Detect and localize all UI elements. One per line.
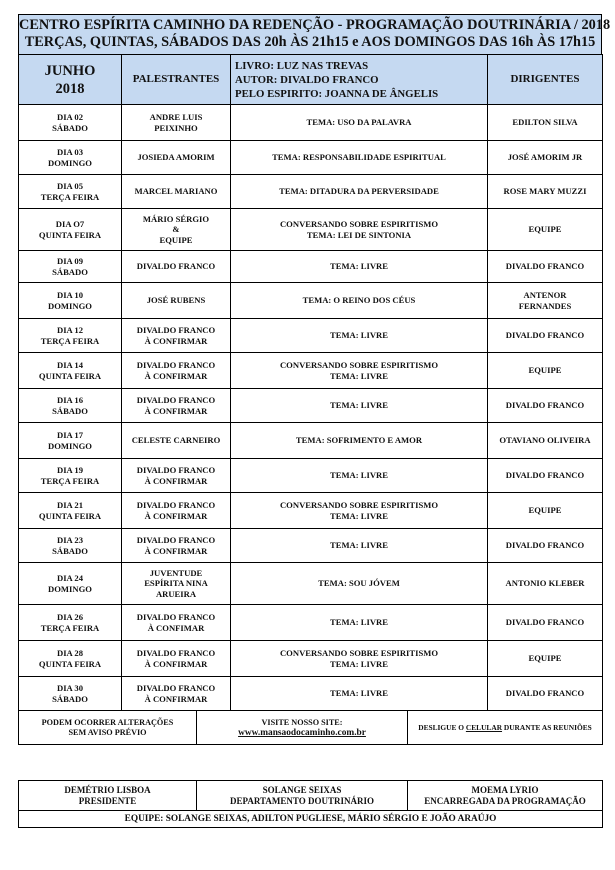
row-theme: TEMA: LIVRE [231,251,488,283]
row-speaker: DIVALDO FRANCO À CONFIRMAR [122,529,231,563]
row-speaker: DIVALDO FRANCO À CONFIRMAR [122,459,231,493]
row-date: DIA 30 SÁBADO [19,677,122,711]
row-date: DIA 14 QUINTA FEIRA [19,353,122,389]
schedule-page [18,14,611,824]
row-theme: TEMA: SOU JÓVEM [231,563,488,605]
row-theme: TEMA: USO DA PALAVRA [231,105,488,141]
team-row [19,811,603,828]
table-row [19,529,603,563]
row-speaker: DIVALDO FRANCO À CONFIRMAR [122,493,231,529]
table-row [19,319,603,353]
visit-label: VISITE NOSSO SITE: [261,717,343,727]
table-row [19,493,603,529]
signature-role: ENCARREGADA DA PROGRAMAÇÃO [424,795,586,806]
row-leader: DIVALDO FRANCO [488,389,603,423]
table-row [19,353,603,389]
schedule-rows [19,105,603,711]
row-theme: TEMA: O REINO DOS CÉUS [231,283,488,319]
row-theme: CONVERSANDO SOBRE ESPIRITISMO TEMA: LIVRE [231,353,488,389]
row-leader: EQUIPE [488,641,603,677]
row-speaker: DIVALDO FRANCO À CONFIRMAR [122,641,231,677]
row-theme: TEMA: LIVRE [231,319,488,353]
row-speaker: DIVALDO FRANCO À CONFIMAR [122,605,231,641]
phone-notice-post: DURANTE AS REUNIÕES [502,722,592,732]
signature-table [18,780,603,828]
signature-name: MOEMA LYRIO [471,784,539,795]
footer-row [19,711,603,745]
row-date: DIA 19 TERÇA FEIRA [19,459,122,493]
table-row [19,641,603,677]
table-row [19,283,603,319]
row-speaker: DIVALDO FRANCO À CONFIRMAR [122,319,231,353]
row-date: DIA 21 QUINTA FEIRA [19,493,122,529]
signature-name: SOLANGE SEIXAS [262,784,342,795]
signature-programming [408,781,603,811]
row-leader: JOSÉ AMORIM JR [488,141,603,175]
phone-notice [408,711,603,745]
site-link[interactable]: www.mansaodocaminho.com.br [238,727,366,738]
table-header-row [19,55,603,105]
row-theme: TEMA: DITADURA DA PERVERSIDADE [231,175,488,209]
signature-row [19,781,603,811]
row-date: DIA 16 SÁBADO [19,389,122,423]
row-date: DIA 26 TERÇA FEIRA [19,605,122,641]
table-row [19,423,603,459]
phone-notice-pre: DESLIGUE O [418,722,466,732]
row-leader: DIVALDO FRANCO [488,251,603,283]
signature-name: DEMÉTRIO LISBOA [64,784,151,795]
row-leader: ANTENOR FERNANDES [488,283,603,319]
row-leader: DIVALDO FRANCO [488,605,603,641]
book-author: AUTOR: DIVALDO FRANCO [235,73,379,86]
table-row [19,459,603,493]
speakers-header: PALESTRANTES [122,55,231,105]
table-row [19,251,603,283]
row-speaker: CELESTE CARNEIRO [122,423,231,459]
table-row [19,105,603,141]
leaders-header: DIRIGENTES [488,55,603,105]
row-speaker: JOSIEDA AMORIM [122,141,231,175]
row-theme: TEMA: LIVRE [231,605,488,641]
table-row [19,389,603,423]
row-leader: EQUIPE [488,493,603,529]
row-leader: DIVALDO FRANCO [488,677,603,711]
signature-department [197,781,408,811]
signature-president [19,781,197,811]
header-title: CENTRO ESPÍRITA CAMINHO DA REDENÇÃO - PROGRAMAÇÃO DOUTRINÁRIA / 2018 [19,17,611,33]
table-row [19,175,603,209]
book-spirit: PELO ESPIRITO: JOANNA DE ÂNGELIS [235,87,439,100]
schedule-header [18,14,611,55]
table-row [19,677,603,711]
row-date: DIA 23 SÁBADO [19,529,122,563]
row-speaker: ANDRE LUIS PEIXINHO [122,105,231,141]
row-leader: DIVALDO FRANCO [488,459,603,493]
signature-role: DEPARTAMENTO DOUTRINÁRIO [230,795,374,806]
site-cell [197,711,408,745]
row-date: DIA 05 TERÇA FEIRA [19,175,122,209]
header-subtitle: TERÇAS, QUINTAS, SÁBADOS DAS 20h ÀS 21h15 e AOS DOMINGOS DAS 16h ÀS 17h15 [24,34,596,50]
row-leader: DIVALDO FRANCO [488,319,603,353]
row-theme: CONVERSANDO SOBRE ESPIRITISMO TEMA: LIVRE [231,641,488,677]
row-leader: EQUIPE [488,209,603,251]
row-date: DIA 09 SÁBADO [19,251,122,283]
schedule-table [18,54,603,711]
row-date: DIA 10 DOMINGO [19,283,122,319]
row-theme: TEMA: LIVRE [231,677,488,711]
phone-notice-word: CELULAR [465,722,503,732]
footer-table [18,710,603,745]
row-leader: EDILTON SILVA [488,105,603,141]
team-list: EQUIPE: SOLANGE SEIXAS, ADILTON PUGLIESE, MÁRIO SÉRGIO E JOÃO ARAÚJO [19,811,603,828]
signature-role: PRESIDENTE [78,795,137,806]
row-theme: TEMA: LIVRE [231,389,488,423]
row-speaker: MARCEL MARIANO [122,175,231,209]
row-theme: CONVERSANDO SOBRE ESPIRITISMO TEMA: LIVRE [231,493,488,529]
book-header [231,55,488,105]
row-leader: EQUIPE [488,353,603,389]
row-theme: TEMA: LIVRE [231,459,488,493]
row-date: DIA 24 DOMINGO [19,563,122,605]
row-date: DIA 03 DOMINGO [19,141,122,175]
row-date: DIA 12 TERÇA FEIRA [19,319,122,353]
row-theme: TEMA: RESPONSABILIDADE ESPIRITUAL [231,141,488,175]
month-header: JUNHO 2018 [19,55,122,105]
row-theme: TEMA: LIVRE [231,529,488,563]
table-row [19,563,603,605]
row-date: DIA 17 DOMINGO [19,423,122,459]
row-speaker: DIVALDO FRANCO À CONFIRMAR [122,677,231,711]
row-leader: OTAVIANO OLIVEIRA [488,423,603,459]
row-leader: DIVALDO FRANCO [488,529,603,563]
book-title: LIVRO: LUZ NAS TREVAS [235,59,369,72]
row-date: DIA 28 QUINTA FEIRA [19,641,122,677]
row-speaker: MÁRIO SÉRGIO & EQUIPE [122,209,231,251]
row-speaker: JUVENTUDE ESPÍRITA NINA ARUEIRA [122,563,231,605]
row-date: DIA O7 QUINTA FEIRA [19,209,122,251]
row-speaker: JOSÉ RUBENS [122,283,231,319]
row-speaker: DIVALDO FRANCO [122,251,231,283]
row-leader: ANTONIO KLEBER [488,563,603,605]
row-speaker: DIVALDO FRANCO À CONFIRMAR [122,389,231,423]
table-row [19,605,603,641]
table-row [19,141,603,175]
table-row [19,209,603,251]
row-leader: ROSE MARY MUZZI [488,175,603,209]
row-speaker: DIVALDO FRANCO À CONFIRMAR [122,353,231,389]
row-theme: CONVERSANDO SOBRE ESPIRITISMO TEMA: LEI DE SINTONIA [231,209,488,251]
changes-notice: PODEM OCORRER ALTERAÇÕES SEM AVISO PRÉVIO [19,711,197,745]
row-date: DIA 02 SÁBADO [19,105,122,141]
row-theme: TEMA: SOFRIMENTO E AMOR [231,423,488,459]
